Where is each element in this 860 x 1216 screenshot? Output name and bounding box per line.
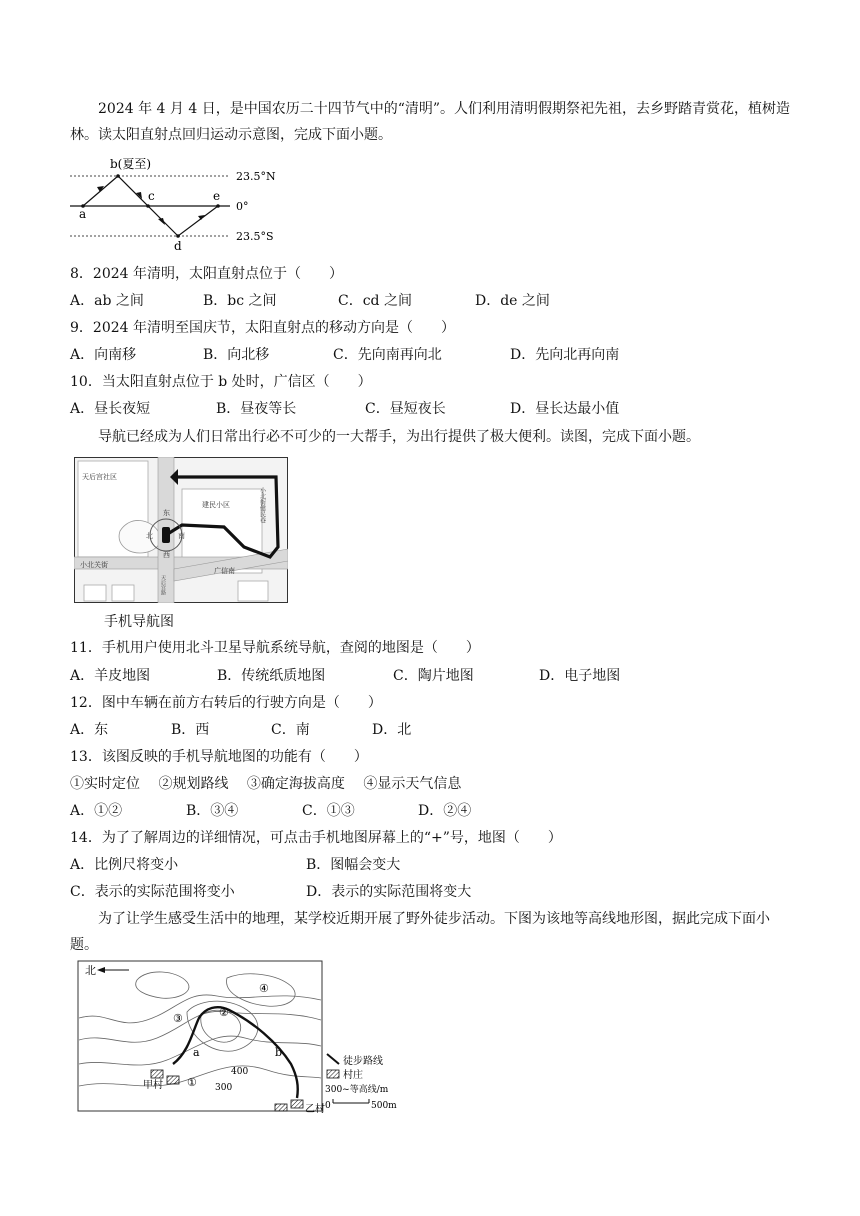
contour-400-label: 400 <box>231 1067 249 1077</box>
label-nan: 南 <box>178 532 185 540</box>
label-c: c <box>148 189 155 203</box>
label-tianhou-community: 天后宫社区 <box>82 473 117 481</box>
q12-option-b[interactable]: B．西 <box>171 722 210 738</box>
q8-option-b[interactable]: B．bc 之间 <box>203 293 277 309</box>
q13-option-b[interactable]: B．③④ <box>186 803 239 819</box>
village-jia-icon <box>167 1076 179 1084</box>
q14-option-a[interactable]: A．比例尺将变小 <box>70 857 179 873</box>
question-12-stem: 12．图中车辆在前方右转后的行驶方向是（ ） <box>70 695 382 711</box>
question-14-stem: 14．为了了解周边的详细情况，可点击手机地图屏幕上的“+”号，地图（ ） <box>70 830 562 846</box>
q14-option-d[interactable]: D．表示的实际范围将变大 <box>306 884 472 900</box>
contour-map <box>77 960 405 1113</box>
q10-option-a[interactable]: A．昼长夜短 <box>70 401 151 417</box>
question-10-stem: 10．当太阳直射点位于 b 处时，广信区（ ） <box>70 374 372 390</box>
q9-option-c[interactable]: C．先向南再向北 <box>333 347 442 363</box>
village-yi-label: 乙村 <box>305 1104 325 1113</box>
label-a: a <box>79 207 87 221</box>
intro-paragraph-2: 导航已经成为人们日常出行必不可少的一大帮手，为出行提供了极大便利。读图，完成下面小题。 <box>98 429 700 445</box>
q9-option-a[interactable]: A．向南移 <box>70 347 137 363</box>
lat-equator-label: 0° <box>236 200 249 213</box>
label-xi: 西 <box>163 551 170 559</box>
north-label: 北 <box>85 964 96 977</box>
marker-2: ② <box>219 1006 229 1019</box>
q11-option-c[interactable]: C．陶片地图 <box>393 668 474 684</box>
marker-4: ④ <box>259 982 269 995</box>
question-11-stem: 11．手机用户使用北斗卫星导航系统导航，查阅的地图是（ ） <box>70 640 480 656</box>
q8-option-c[interactable]: C．cd 之间 <box>338 293 412 309</box>
village-yi-icon <box>275 1104 287 1111</box>
q12-option-d[interactable]: D．北 <box>372 722 412 738</box>
label-tianhou-road: 天后宫路 <box>160 575 166 595</box>
village-yi-icon <box>291 1100 303 1108</box>
lat-north-label: 23.5°N <box>236 170 276 183</box>
q13-option-c[interactable]: C．①③ <box>302 803 355 819</box>
intro-paragraph-3: 为了让学生感受生活中的地理，某学校近期开展了野外徒步活动。下图为该地等高线地形图，据此完成下面小题。 <box>70 911 770 953</box>
route-label-b: b <box>275 1046 283 1059</box>
lat-south-label: 23.5°S <box>236 230 274 243</box>
q11-option-b[interactable]: B．传统纸质地图 <box>217 668 326 684</box>
arrow-up-icon <box>198 215 205 220</box>
village-jia-icon <box>151 1070 163 1078</box>
q12-option-a[interactable]: A．东 <box>70 722 109 738</box>
legend-village-icon <box>327 1070 339 1078</box>
label-dong: 东 <box>163 509 170 517</box>
figure-2-caption: 手机导航图 <box>104 614 174 630</box>
legend-route-label: 徒步路线 <box>343 1056 383 1067</box>
marker-3: ③ <box>173 1012 183 1025</box>
solar-migration-diagram <box>70 152 310 256</box>
q10-option-c[interactable]: C．昼短夜长 <box>365 401 446 417</box>
legend-village-label: 村庄 <box>343 1070 363 1081</box>
label-b: b(夏至) <box>110 157 152 171</box>
label-guangxin-south: 广信南 <box>214 567 235 575</box>
q11-option-a[interactable]: A．羊皮地图 <box>70 668 151 684</box>
question-9-stem: 9．2024 年清明至国庆节，太阳直射点的移动方向是（ ） <box>70 320 455 336</box>
q13-option-d[interactable]: D．②④ <box>418 803 472 819</box>
label-d: d <box>174 239 182 253</box>
arrow-down-icon <box>158 218 165 225</box>
q14-option-b[interactable]: B．图幅会变大 <box>306 857 401 873</box>
q11-option-d[interactable]: D．电子地图 <box>539 668 621 684</box>
label-jianmin-lane: 小北街健民巷 <box>258 487 266 523</box>
route-label-a: a <box>193 1046 200 1059</box>
q13-option-a[interactable]: A．①② <box>70 803 123 819</box>
label-bei: 北 <box>146 532 153 540</box>
q10-option-d[interactable]: D．昼长达最小值 <box>510 401 620 417</box>
q9-option-d[interactable]: D．先向北再向南 <box>510 347 620 363</box>
contour-300-label: 300 <box>215 1083 233 1093</box>
q10-option-b[interactable]: B．昼夜等长 <box>216 401 297 417</box>
legend-contour-label: 300~等高线/m <box>325 1085 389 1095</box>
q8-option-a[interactable]: A．ab 之间 <box>70 293 144 309</box>
q14-option-c[interactable]: C．表示的实际范围将变小 <box>70 884 235 900</box>
q9-option-b[interactable]: B．向北移 <box>203 347 270 363</box>
q12-option-c[interactable]: C．南 <box>271 722 310 738</box>
intro-paragraph-1: 2024 年 4 月 4 日，是中国农历二十四节气中的“清明”。人们利用清明假期祭祀先祖，去乡野踏青赏花，植树造林。读太阳直射点回归运动示意图，完成下面小题。 <box>70 101 791 143</box>
legend-route-icon <box>327 1054 339 1064</box>
question-13-stem: 13．该图反映的手机导航地图的功能有（ ） <box>70 749 368 765</box>
scale-500-label: 500m <box>371 1101 397 1111</box>
car-icon <box>162 527 170 543</box>
label-e: e <box>213 189 221 203</box>
label-xiaobeiguan-street: 小北关街 <box>80 561 108 569</box>
village-jia-label: 甲村 <box>143 1080 163 1091</box>
marker-1: ① <box>187 1076 197 1089</box>
scale-zero-label: 0 <box>325 1101 331 1111</box>
label-jianmin-community: 建民小区 <box>202 501 230 509</box>
q8-option-d[interactable]: D．de 之间 <box>475 293 550 309</box>
question-8-stem: 8．2024 年清明，太阳直射点位于（ ） <box>70 266 343 282</box>
q13-statements: ①实时定位 ②规划路线 ③确定海拔高度 ④显示天气信息 <box>70 776 462 792</box>
phone-navigation-map <box>74 457 288 603</box>
